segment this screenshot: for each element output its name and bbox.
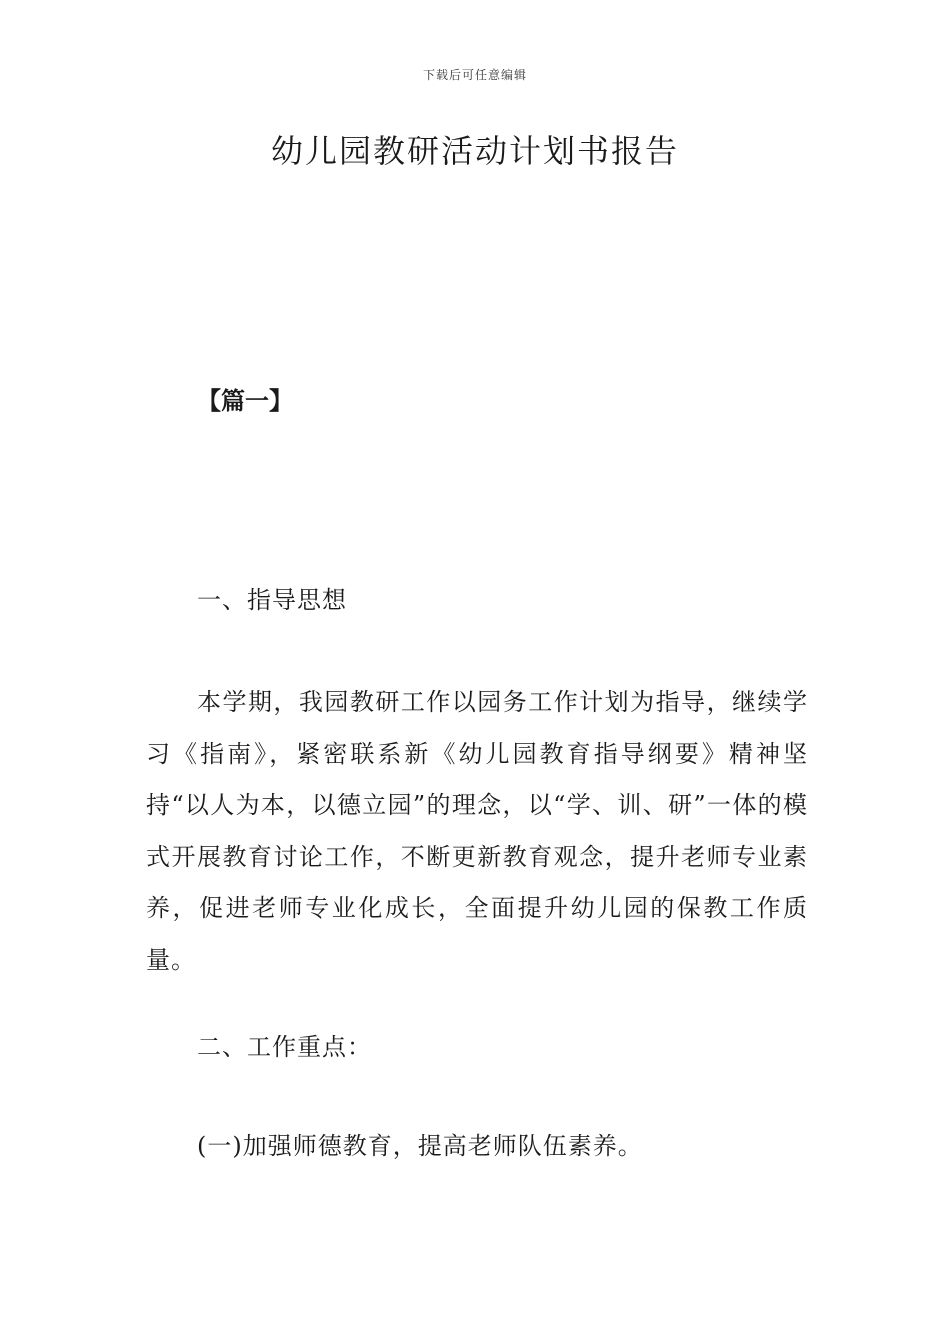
header-note: 下载后可任意编辑	[422, 68, 527, 82]
paragraph-guiding-thought: 本学期，我园教研工作以园务工作计划为指导，继续学习《指南》，紧密联系新《幼儿园教育指导纲要》精神坚持“以人为本，以德立园”的理念，以“学、训、研”一体的模式开展教育讨论工作，不断更新教育观念，提升老师专业素养，促进老师专业化成长，全面提升幼儿园的保教工作质量。	[146, 688, 808, 974]
section-label: 【篇一】	[197, 387, 293, 415]
subheading-teacher-ethics: (一)加强师德教育，提高老师队伍素养。	[197, 1132, 643, 1160]
heading-guiding-thought: 一、指导思想	[197, 586, 347, 614]
heading-work-focus: 二、工作重点：	[197, 1033, 372, 1061]
document-title: 幼儿园教研活动计划书报告	[270, 132, 679, 170]
